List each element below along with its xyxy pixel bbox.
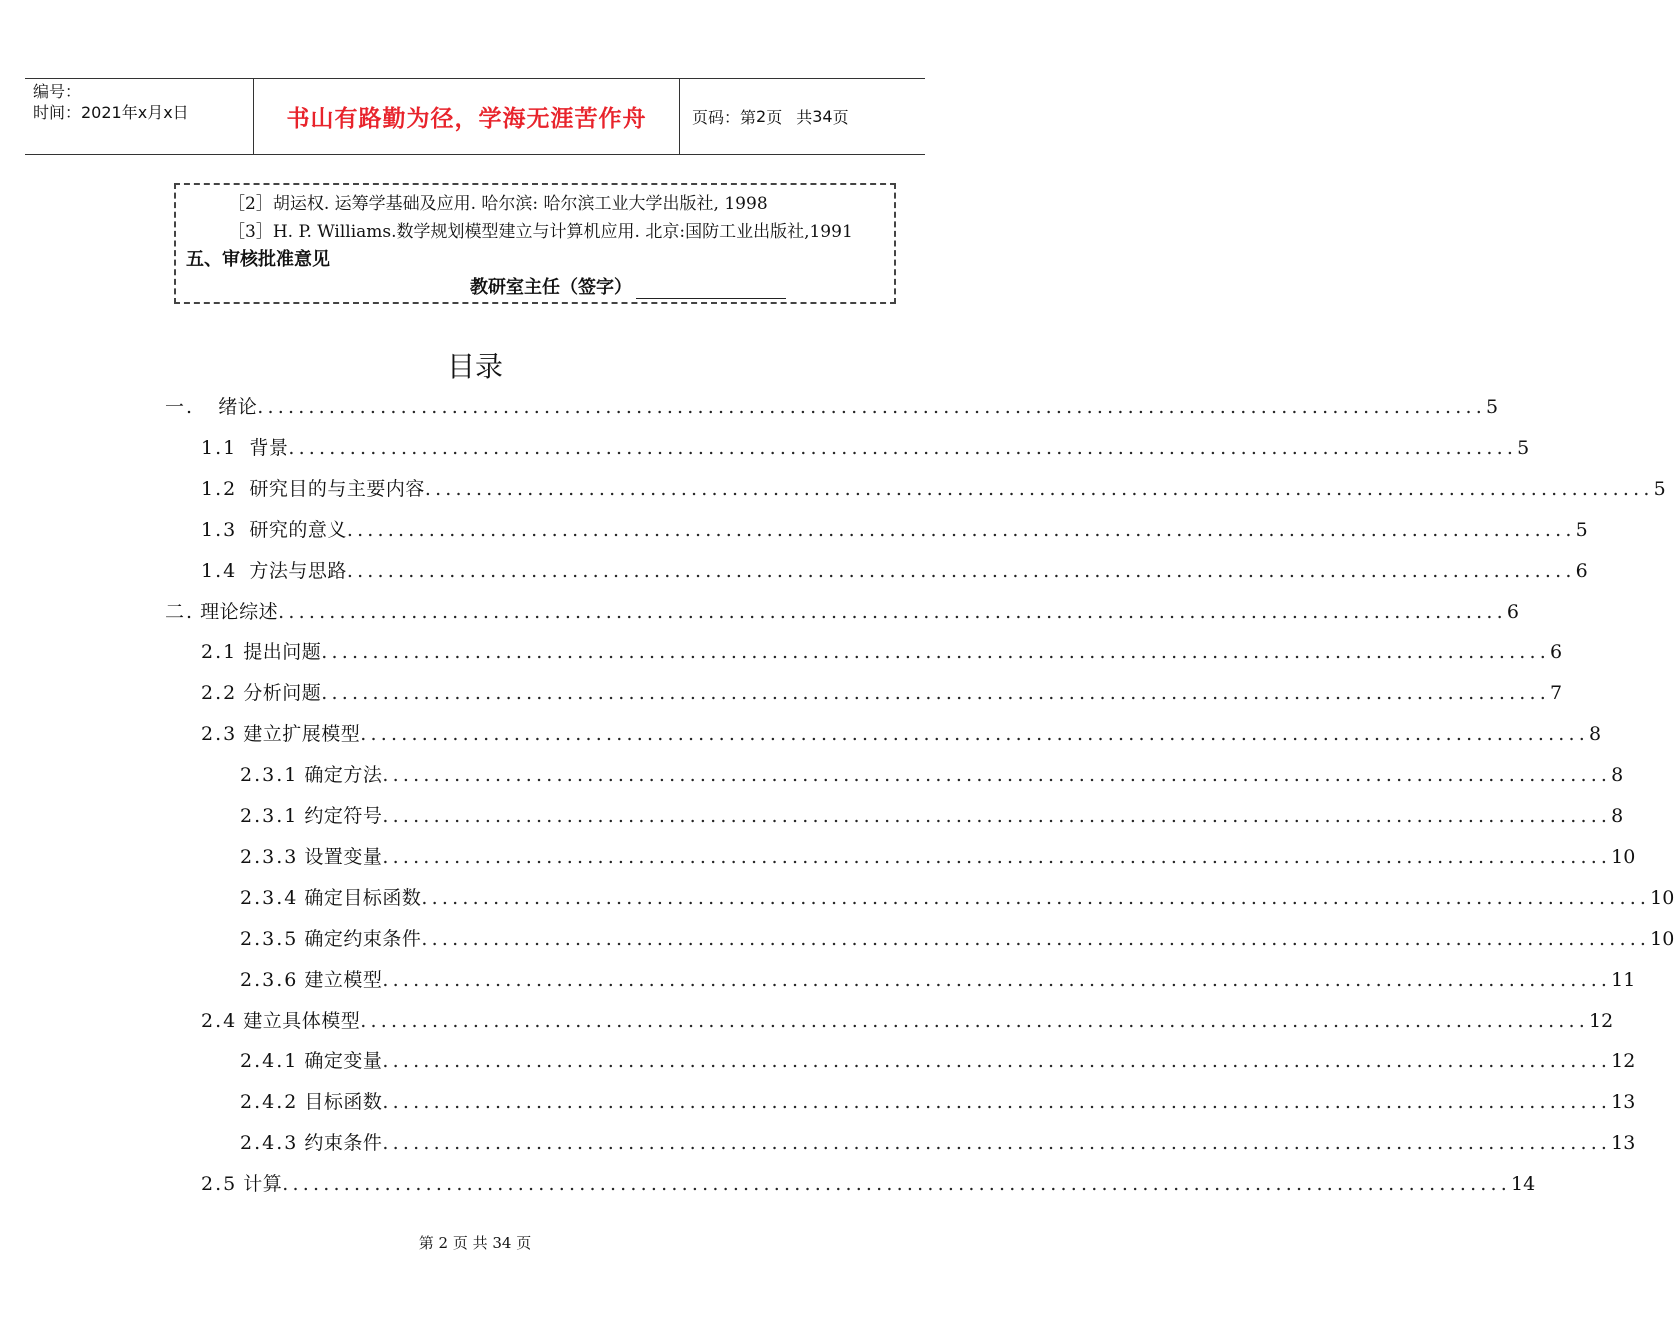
toc-entry-page: 10 — [1650, 886, 1674, 909]
toc-entry[interactable] — [201, 433, 1530, 463]
signature-label: 教研室主任（签字） — [470, 277, 632, 298]
toc-entry-number: 2.4 — [201, 1009, 238, 1032]
toc-entry-page: 13 — [1611, 1132, 1636, 1155]
toc-entry-label: 设置变量 — [304, 845, 383, 868]
signature-line — [470, 273, 786, 299]
toc-entry-label: 确定方法 — [304, 764, 383, 787]
toc-entry-gap — [237, 478, 249, 500]
page-header — [25, 78, 925, 155]
toc-entry-number: 1.3 — [201, 518, 238, 541]
toc-leader-dots: ........................................................................................................................ — [424, 477, 1654, 500]
toc-entry-label: 建立具体模型 — [243, 1009, 361, 1032]
toc-leader-dots: ........................................................................................................................ — [288, 436, 1518, 459]
code-label: 编号： — [33, 82, 82, 101]
toc-entry-number: 2.3.5 — [240, 927, 299, 950]
toc-entry[interactable] — [201, 678, 1563, 708]
toc-entry[interactable] — [240, 801, 1624, 831]
toc-leader-dots: ........................................................................................................................ — [382, 1091, 1612, 1114]
toc-entry[interactable] — [240, 760, 1624, 790]
toc-entry-label: 确定约束条件 — [304, 927, 422, 950]
toc-entry-gap — [237, 519, 249, 541]
toc-entry-number: 二. — [165, 600, 195, 623]
approval-box — [174, 183, 896, 304]
toc-entry-number: 2.5 — [201, 1173, 238, 1196]
toc-entry-number: 2.3.3 — [240, 845, 299, 868]
toc-entry-number: 1.2 — [201, 477, 238, 500]
toc-leader-dots: ........................................................................................................................ — [360, 723, 1590, 746]
toc-leader-dots: ........................................................................................................................ — [346, 559, 1576, 582]
toc-entry-page: 11 — [1611, 968, 1636, 991]
toc-entry[interactable] — [201, 1169, 1536, 1199]
toc-entry-number: 2.1 — [201, 641, 238, 664]
reference-2: ［2］胡运权. 运筹学基础及应用. 哈尔滨: 哈尔滨工业大学出版社, 1998 — [228, 194, 768, 214]
header-page-info — [680, 79, 925, 154]
toc-entry-label: 提出问题 — [243, 641, 322, 664]
toc-entry-number: 1.1 — [201, 436, 238, 459]
toc-entry-gap — [237, 560, 249, 582]
toc-entry-page: 6 — [1575, 559, 1588, 582]
toc-entry[interactable] — [240, 1087, 1636, 1117]
toc-entry[interactable] — [240, 1128, 1636, 1158]
page-number: 2 — [756, 107, 767, 126]
toc-entry-page: 5 — [1485, 396, 1499, 418]
toc-entry-label: 建立扩展模型 — [243, 723, 361, 746]
toc-entry-gap — [194, 396, 218, 418]
toc-entry[interactable] — [240, 924, 1674, 954]
toc-entry-number: 2.3.6 — [240, 968, 299, 991]
total-suffix: 页 — [832, 108, 849, 127]
toc-leader-dots: ........................................................................................................................ — [321, 641, 1551, 664]
toc-entry-page: 8 — [1589, 723, 1602, 746]
toc-entry-label: 研究目的与主要内容 — [249, 477, 425, 500]
toc-leader-dots: ........................................................................................................................ — [346, 518, 1576, 541]
signature-blank — [636, 278, 786, 299]
toc-entry-page: 5 — [1575, 518, 1588, 541]
toc-entry-label: 理论综述 — [200, 600, 279, 623]
toc-entry-label: 分析问题 — [243, 682, 322, 705]
toc-entry-page: 12 — [1611, 1050, 1636, 1073]
toc-entry[interactable] — [201, 474, 1666, 504]
toc-entry-label: 绪论 — [218, 396, 258, 418]
toc-leader-dots: ........................................................................................................................ — [421, 927, 1651, 950]
page-footer: 第 2 页 共 34 页 — [418, 1234, 532, 1252]
toc-entry-label: 确定变量 — [304, 1050, 383, 1073]
toc-leader-dots: ........................................................................................................................ — [382, 764, 1612, 787]
toc-entry-number: 2.3 — [201, 723, 238, 746]
header-meta — [25, 79, 254, 154]
toc-entry-page: 5 — [1653, 477, 1666, 500]
toc-entry-page: 7 — [1550, 682, 1563, 705]
toc-entry-number: 2.4.1 — [240, 1050, 299, 1073]
toc-entry-number: 1.4 — [201, 559, 238, 582]
toc-entry[interactable] — [240, 842, 1636, 872]
toc-entry-label: 研究的意义 — [249, 518, 347, 541]
toc-entry-number: 2.3.1 — [240, 764, 299, 787]
toc-entry-label: 目标函数 — [304, 1091, 383, 1114]
toc-entry-page: 8 — [1611, 805, 1624, 827]
toc-entry-page: 5 — [1517, 436, 1530, 459]
toc-leader-dots: ........................................................................................................................ — [257, 396, 1486, 418]
toc-leader-dots: ........................................................................................................................ — [282, 1173, 1512, 1196]
toc-entry-page: 8 — [1611, 764, 1624, 787]
toc-entry-page: 14 — [1511, 1173, 1536, 1196]
toc-entry-page: 6 — [1506, 600, 1519, 623]
toc-leader-dots: ........................................................................................................................ — [382, 805, 1612, 827]
page-prefix: 页码：第 — [692, 108, 757, 127]
toc-entry-page: 12 — [1589, 1009, 1614, 1032]
toc-entry[interactable] — [201, 556, 1588, 586]
toc-entry[interactable] — [201, 637, 1563, 667]
reference-3: ［3］H. P. Williams.数学规划模型建立与计算机应用. 北京:国防工业出版社,1991 — [228, 222, 853, 242]
toc-entry-label: 约束条件 — [304, 1132, 383, 1155]
toc-entry[interactable] — [201, 1006, 1614, 1036]
toc-entry-label: 背景 — [249, 436, 289, 459]
toc-leader-dots: ........................................................................................................................ — [360, 1009, 1590, 1032]
toc-leader-dots: ........................................................................................................................ — [278, 600, 1507, 623]
toc-entry[interactable] — [240, 1046, 1636, 1076]
time-label: 时间：2021年x月x日 — [33, 103, 189, 122]
toc-entry[interactable] — [240, 965, 1636, 995]
total-number: 34 — [812, 107, 833, 126]
toc-entry-page: 13 — [1611, 1091, 1636, 1114]
toc-entry-number: 2.3.4 — [240, 886, 299, 909]
page-mid: 页 — [766, 108, 783, 127]
toc-entry-gap — [237, 437, 249, 459]
toc-entry-number: 2.4.3 — [240, 1132, 299, 1155]
toc-leader-dots: ........................................................................................................................ — [382, 1050, 1612, 1073]
toc-entry-label: 约定符号 — [304, 805, 383, 827]
toc-leader-dots: ........................................................................................................................ — [382, 845, 1612, 868]
toc-entry-number: 2.2 — [201, 682, 238, 705]
toc-leader-dots: ........................................................................................................................ — [321, 682, 1551, 705]
toc-leader-dots: ........................................................................................................................ — [382, 1132, 1612, 1155]
toc-entry-number: 2.3.1 — [240, 805, 299, 827]
toc-title: 目录 — [446, 350, 503, 383]
toc-entry-page: 10 — [1611, 845, 1636, 868]
toc-leader-dots: ........................................................................................................................ — [421, 886, 1651, 909]
toc-entry[interactable] — [201, 719, 1602, 749]
toc-entry-page: 10 — [1650, 927, 1674, 950]
toc-entry[interactable] — [165, 392, 1499, 422]
toc-entry-label: 建立模型 — [304, 968, 383, 991]
toc-leader-dots: ........................................................................................................................ — [382, 968, 1612, 991]
header-motto: 书山有路勤为径，学海无涯苦作舟 — [254, 79, 680, 154]
section-title: 五、审核批准意见 — [186, 249, 330, 270]
toc-entry[interactable] — [201, 515, 1588, 545]
total-prefix: 共 — [796, 108, 813, 127]
toc-entry[interactable] — [165, 597, 1519, 627]
toc-entry-label: 方法与思路 — [249, 559, 347, 582]
toc-entry-number: 一. — [165, 396, 195, 418]
toc-entry-page: 6 — [1550, 641, 1563, 664]
toc-entry-label: 确定目标函数 — [304, 886, 422, 909]
toc-entry-label: 计算 — [243, 1173, 283, 1196]
toc-entry-number: 2.4.2 — [240, 1091, 299, 1114]
toc-entry[interactable] — [240, 883, 1674, 913]
